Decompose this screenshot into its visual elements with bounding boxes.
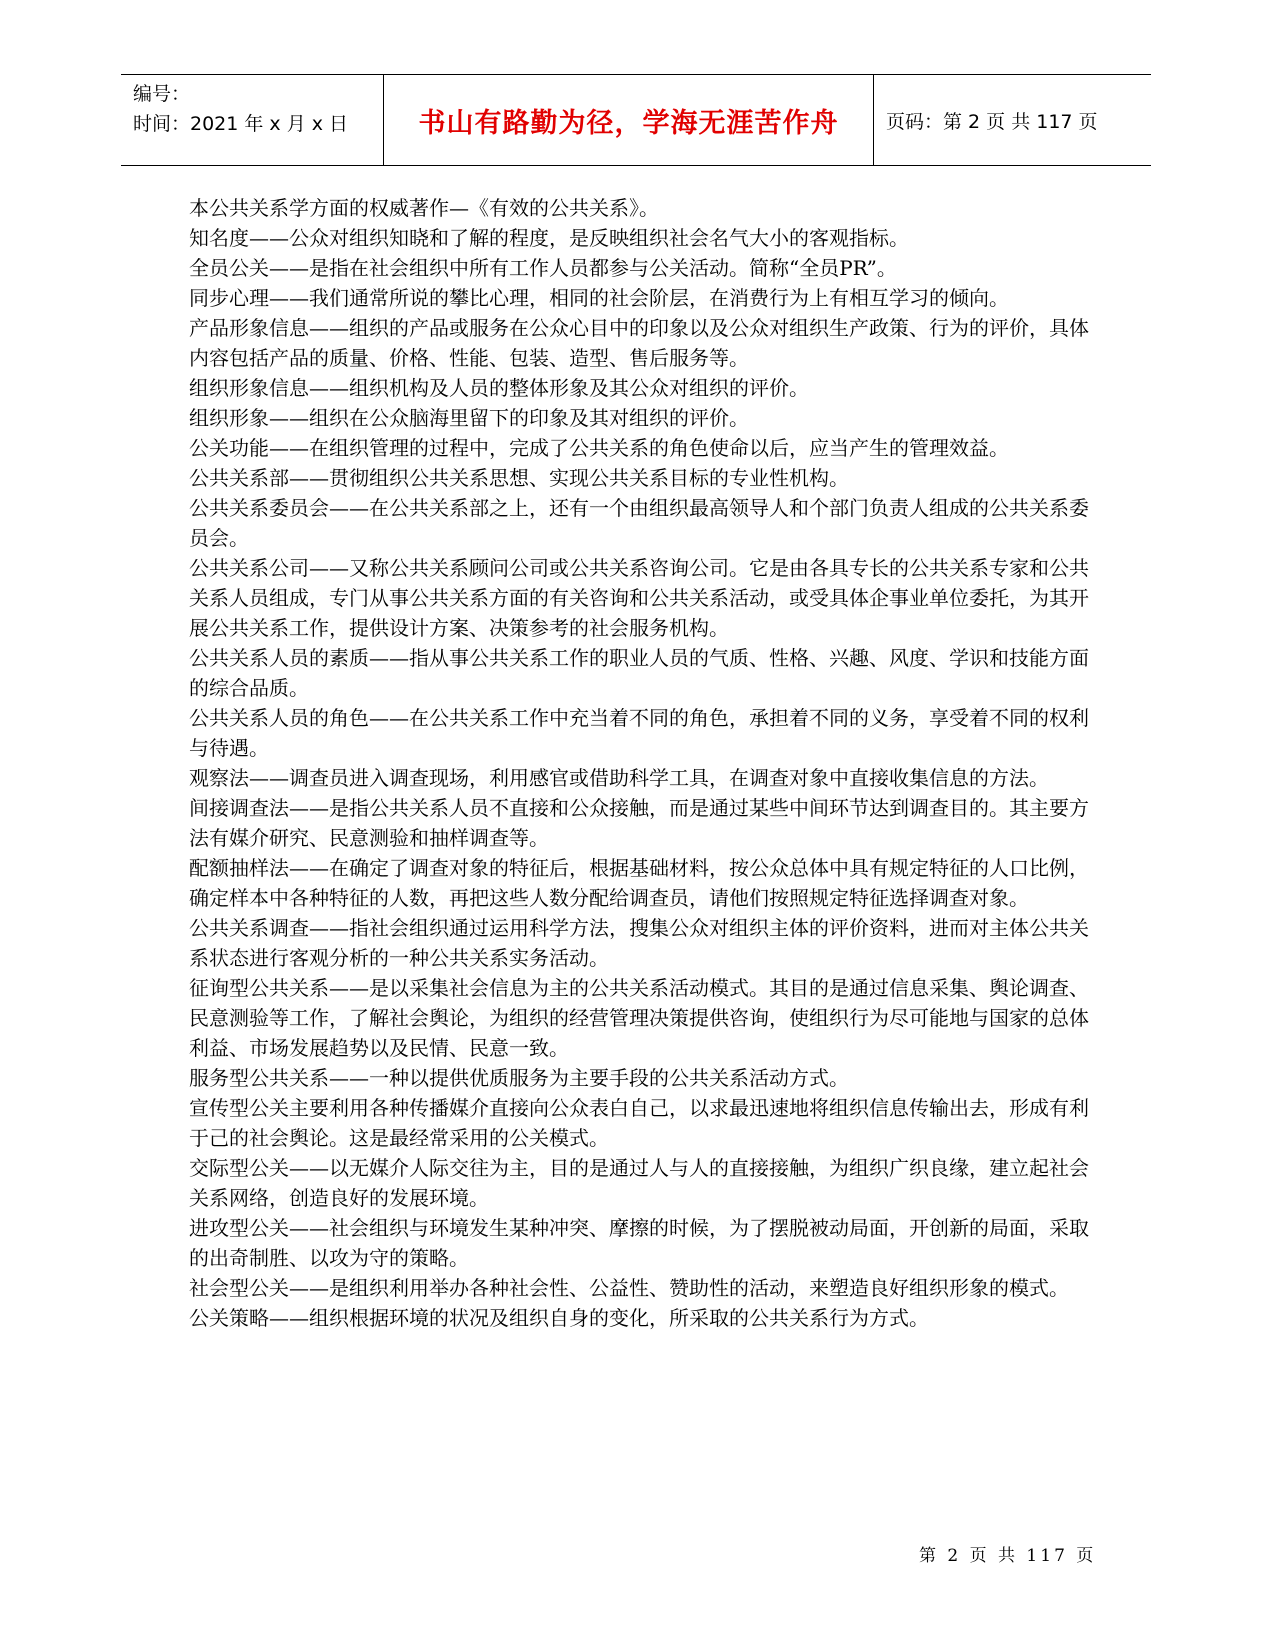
document-number-label: 编号：	[133, 83, 191, 105]
paragraph: 公关策略——组织根据环境的状况及组织自身的变化，所采取的公共关系行为方式。	[189, 1306, 929, 1330]
paragraph: 配额抽样法——在确定了调查对象的特征后，根据基础材料，按公众总体中具有规定特征的人口比例，确定样本中各种特征的人数，再把这些人数分配给调查员，请他们按照规定特征选择调查对象。	[189, 856, 1089, 910]
paragraph: 同步心理——我们通常所说的攀比心理，相同的社会阶层，在消费行为上有相互学习的倾向。	[189, 286, 1009, 310]
paragraph: 公共关系委员会——在公共关系部之上，还有一个由组织最高领导人和个部门负责人组成的公共关系委员会。	[189, 496, 1089, 550]
paragraph: 观察法——调查员进入调查现场，利用感官或借助科学工具，在调查对象中直接收集信息的方法。	[189, 766, 1049, 790]
paragraph: 公共关系人员的素质——指从事公共关系工作的职业人员的气质、性格、兴趣、风度、学识和技能方面的综合品质。	[189, 646, 1089, 700]
paragraph: 服务型公共关系——一种以提供优质服务为主要手段的公共关系活动方式。	[189, 1066, 849, 1090]
paragraph: 公共关系部——贯彻组织公共关系思想、实现公共关系目标的专业性机构。	[189, 466, 849, 490]
header-meta	[121, 75, 384, 165]
paragraph: 征询型公共关系——是以采集社会信息为主的公共关系活动模式。其目的是通过信息采集、舆论调查、民意测验等工作，了解社会舆论，为组织的经营管理决策提供咨询，使组织行为尽可能地与国家的总体利益、市场发展趋势以及民情、民意一致。	[189, 976, 1089, 1060]
paragraph: 公关功能——在组织管理的过程中，完成了公共关系的角色使命以后，应当产生的管理效益。	[189, 436, 1009, 460]
paragraph: 本公共关系学方面的权威著作—《有效的公共关系》。	[189, 196, 659, 220]
header-page-label: 页码：第 2 页 共 117 页	[886, 110, 1098, 133]
paragraph: 交际型公关——以无媒介人际交往为主，目的是通过人与人的直接接触，为组织广织良缘，建立起社会关系网络，创造良好的发展环境。	[189, 1156, 1089, 1210]
paragraph: 组织形象——组织在公众脑海里留下的印象及其对组织的评价。	[189, 406, 749, 430]
paragraph: 宣传型公关主要利用各种传播媒介直接向公众表白自己，以求最迅速地将组织信息传输出去，形成有利于己的社会舆论。这是最经常采用的公关模式。	[189, 1096, 1089, 1150]
document-time-label: 时间：2021 年 x 月 x 日	[133, 113, 349, 135]
document-body	[189, 193, 1089, 1333]
paragraph: 知名度——公众对组织知晓和了解的程度，是反映组织社会名气大小的客观指标。	[189, 226, 909, 250]
paragraph: 组织形象信息——组织机构及人员的整体形象及其公众对组织的评价。	[189, 376, 809, 400]
paragraph: 间接调查法——是指公共关系人员不直接和公众接触，而是通过某些中间环节达到调查目的。其主要方法有媒介研究、民意测验和抽样调查等。	[189, 796, 1089, 850]
paragraph: 公共关系调查——指社会组织通过运用科学方法，搜集公众对组织主体的评价资料，进而对主体公共关系状态进行客观分析的一种公共关系实务活动。	[189, 916, 1089, 970]
paragraph: 进攻型公关——社会组织与环境发生某种冲突、摩擦的时候，为了摆脱被动局面，开创新的局面，采取的出奇制胜、以攻为守的策略。	[189, 1216, 1089, 1270]
paragraph: 社会型公关——是组织利用举办各种社会性、公益性、赞助性的活动，来塑造良好组织形象的模式。	[189, 1276, 1069, 1300]
header-motto: 书山有路勤为径，学海无涯苦作舟	[384, 75, 874, 165]
paragraph: 公共关系公司——又称公共关系顾问公司或公共关系咨询公司。它是由各具专长的公共关系专家和公共关系人员组成，专门从事公共关系方面的有关咨询和公共关系活动，或受具体企事业单位委托，为其开展公共关系工作，提供设计方案、决策参考的社会服务机构。	[189, 556, 1089, 640]
paragraph: 全员公关——是指在社会组织中所有工作人员都参与公关活动。简称“全员PR”。	[189, 256, 897, 280]
paragraph: 产品形象信息——组织的产品或服务在公众心目中的印象以及公众对组织生产政策、行为的评价，具体内容包括产品的质量、价格、性能、包装、造型、售后服务等。	[189, 316, 1089, 370]
paragraph: 公共关系人员的角色——在公共关系工作中充当着不同的角色，承担着不同的义务，享受着不同的权利与待遇。	[189, 706, 1089, 760]
page-header	[121, 74, 1151, 166]
page-footer: 第 2 页 共 117 页	[919, 1546, 1097, 1566]
